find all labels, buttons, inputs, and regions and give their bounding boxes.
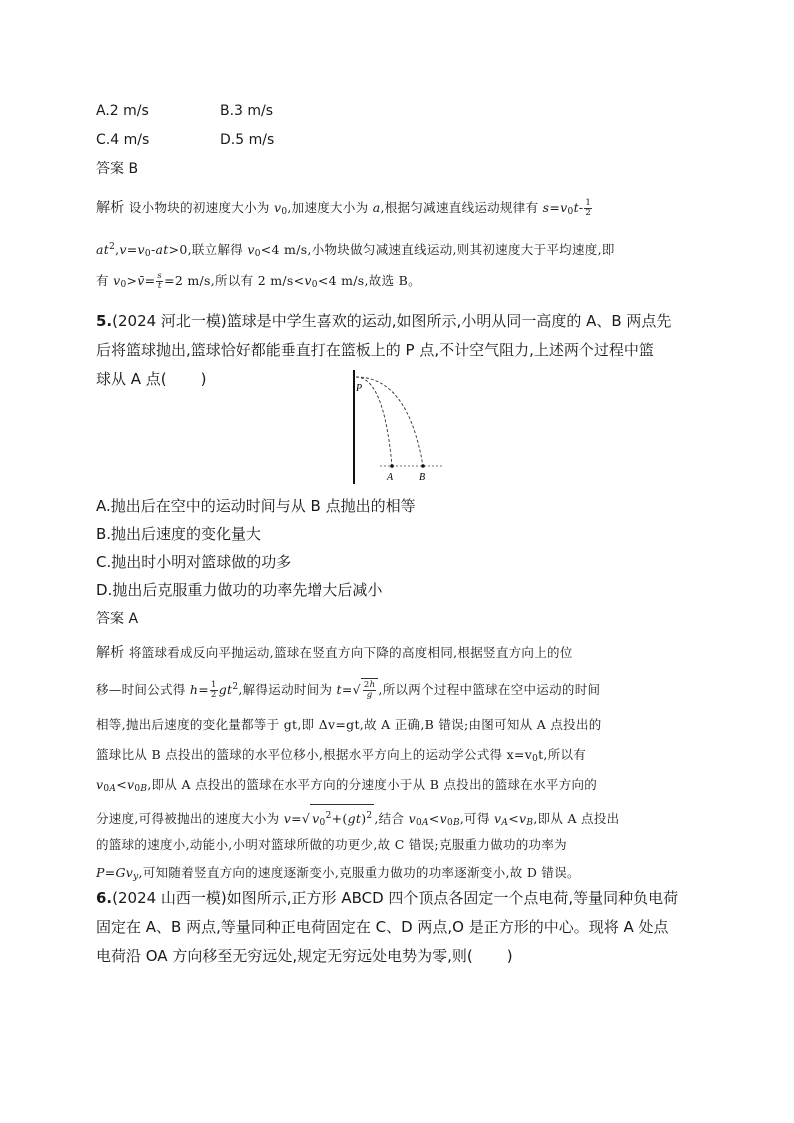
q4-options-row-1 — [96, 100, 274, 122]
trajectory-b — [356, 377, 423, 466]
q5-stem-line-1: 5.(2024 河北一模)篮球是中学生喜欢的运动,如图所示,小明从同一高度的 A、B 两点先 — [96, 312, 672, 330]
point-b-dot — [421, 464, 425, 468]
q5-stem-line-3: 球从 A 点( ) — [96, 370, 207, 388]
label-a: A — [387, 472, 394, 483]
q4-option-b: B.3 m/s — [220, 103, 274, 119]
q5-option-b: B.抛出后速度的变化量大 — [96, 525, 262, 543]
point-a-dot — [390, 464, 394, 468]
q4-explanation-label: 解析 — [96, 200, 125, 216]
label-p: P — [356, 383, 363, 394]
q5-stem-line-2: 后将篮球抛出,篮球恰好都能垂直打在篮板上的 P 点,不计空气阻力,上述两个过程中篮 — [96, 341, 654, 359]
q6-stem-line-3: 电荷沿 OA 方向移至无穷远处,规定无穷远处电势为零,则( ) — [96, 947, 513, 965]
q4-option-c: C.4 m/s — [96, 132, 150, 148]
q4-answer: 答案 B — [96, 161, 139, 177]
q5-explanation-label: 解析 — [96, 645, 125, 661]
q5-option-c: C.抛出时小明对篮球做的功多 — [96, 553, 292, 571]
q6-number: 6. — [96, 889, 113, 907]
q5-explanation-line-2: 移—时间公式得 h= $\frac{1}{2}$ $gt^2$,解得运动时间为 t=√ $\frac{2h}{g}$ ,所以两个过程中篮球在空中运动的时间 — [96, 680, 601, 700]
label-b: B — [419, 472, 426, 483]
q4-explanation-line-2: $at^2,v=v_0-at>0$,联立解得 $v_0<4$ m/s,小物块做匀减速直线运动,则其初速度大于平均速度,即 — [96, 242, 615, 259]
q5-explanation-line-1: 解析 将篮球看成反向平抛运动,篮球在竖直方向下降的高度相同,根据竖直方向上的位 — [96, 645, 573, 661]
q5-explanation-line-4: 篮球比从 B 点投出的篮球的水平位移小,根据水平方向上的运动学公式得 $x=v_0t$,所以有 — [96, 747, 587, 764]
q5-option-d: D.抛出后克服重力做功的功率先增大后减小 — [96, 581, 383, 599]
q5-basketball-figure — [340, 368, 450, 486]
q5-number: 5. — [96, 312, 113, 330]
q5-explanation-line-8: $P=Gv_y$,可知随着竖直方向的速度逐渐变小,克服重力做功的功率逐渐变小,故 D 错误。 — [96, 865, 580, 882]
q4-options-row-2 — [96, 129, 275, 151]
q5-explanation-line-3: 相等,抛出后速度的变化量都等于 gt,即 Δv=gt,故 A 正确,B 错误;由图可知从 A 点投出的 — [96, 717, 602, 732]
q4-explanation-line-3: 有 $v_0>v̄=$ $\frac{s}{t}$ =2 m/s,所以有 2 $m/s<v_0<4$ m/s,故选 B。 — [96, 271, 421, 291]
q5-option-a: A.抛出后在空中的运动时间与从 B 点抛出的相等 — [96, 497, 416, 515]
q6-stem-line-1: 6.(2024 山西一模)如图所示,正方形 ABCD 四个顶点各固定一个点电荷,等量同种负电荷 — [96, 889, 679, 907]
q6-stem-line-2: 固定在 A、B 两点,等量同种正电荷固定在 C、D 两点,O 是正方形的中心。现将 A 处点 — [96, 918, 669, 936]
q4-explanation-line-1: 解析 设小物块的初速度大小为 $v_0$,加速度大小为 a,根据匀减速直线运动规律有 $s=v_0t-$ $\frac{1}{2}$ — [96, 198, 592, 218]
q5-answer: 答案 A — [96, 611, 139, 627]
q4-option-d: D.5 m/s — [220, 132, 275, 148]
q5-explanation-line-5: $v_{0A}<v_{0B}$,即从 A 点投出的篮球在水平方向的分速度小于从 B 点投出的篮球在水平方向的 — [96, 777, 598, 794]
q5-explanation-line-7: 的篮球的速度小,动能小,小明对篮球所做的功更少,故 C 错误;克服重力做功的功率为 — [96, 837, 567, 852]
q4-option-a: A.2 m/s — [96, 103, 149, 119]
q5-explanation-line-6: 分速度,可得被抛出的速度大小为 v=√ $v_0^2+(gt)^2$ ,结合 $v_{0A}<v_{0B}$,可得 $v_A<v_B$,即从 A 点投出 — [96, 804, 619, 834]
